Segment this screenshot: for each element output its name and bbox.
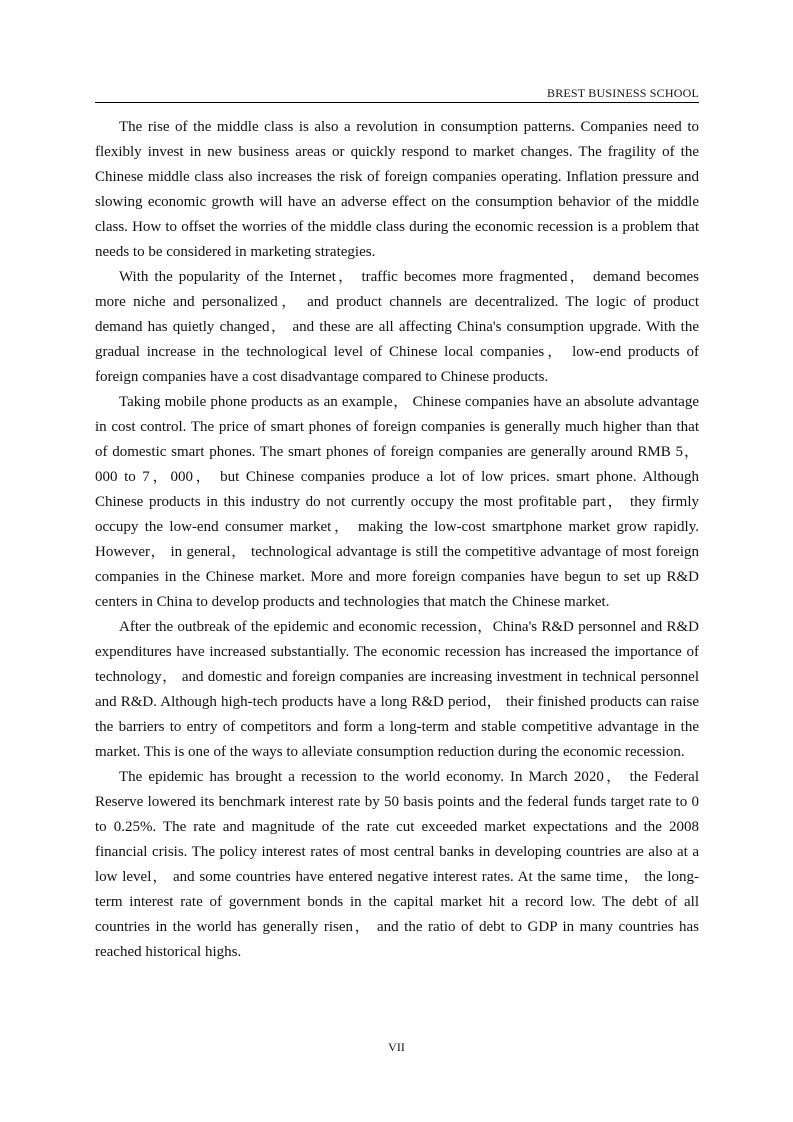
paragraph-internet: With the popularity of the Internet， traffic becomes more fragmented， demand becomes more niche and personalized， and product channels are decentralized. The logic of product demand has quietly changed， and these are all affecting China's consumption upgrade. With the gradual increase in the technological level of Chinese local companies， low-end products of foreign companies have a cost disadvantage compared to Chinese products.	[95, 269, 699, 385]
body-text	[95, 115, 699, 965]
paragraph-rd-investment: After the outbreak of the epidemic and economic recession，China's R&D personnel and R&D expenditures have increased substantially. The economic recession has increased the importance of technology， and domestic and foreign companies are increasing investment in technical personnel and R&D. Although high-tech products have a long R&D period， their finished products can raise the barriers to entry of competitors and form a long-term and stable competitive advantage in the market. This is one of the ways to alleviate consumption reduction during the economic recession.	[95, 619, 699, 760]
paragraph-middle-class: The rise of the middle class is also a revolution in consumption patterns. Companies need to flexibly invest in new business areas or quickly respond to market changes. The fragility of the Chinese middle class also increases the risk of foreign companies operating. Inflation pressure and slowing economic growth will have an adverse effect on the consumption behavior of the middle class. How to offset the worries of the middle class during the economic recession is a problem that needs to be considered in marketing strategies.	[95, 119, 699, 260]
page-header	[95, 86, 699, 103]
paragraph-world-economy: The epidemic has brought a recession to the world economy. In March 2020， the Federal Reserve lowered its benchmark interest rate by 50 basis points and the federal funds target rate to 0 to 0.25%. The rate and magnitude of the rate cut exceeded market expectations and the 2008 financial crisis. The policy interest rates of most central banks in developing countries are also at a low level， and some countries have entered negative interest rates. At the same time， the long-term interest rate of government bonds in the capital market hit a record low. The debt of all countries in the world has generally risen， and the ratio of debt to GDP in many countries has reached historical highs.	[95, 769, 699, 960]
header-title: BREST BUSINESS SCHOOL	[546, 86, 699, 100]
paragraph-mobile-phones: Taking mobile phone products as an example， Chinese companies have an absolute advantage in cost control. The price of smart phones of foreign companies is generally much higher than that of domestic smart phones. The smart phones of foreign companies are generally around RMB 5，000 to 7，000， but Chinese companies produce a lot of low prices. smart phone. Although Chinese products in this industry do not currently occupy the most profitable part， they firmly occupy the low-end consumer market， making the low-cost smartphone market grow rapidly. However， in general， technological advantage is still the competitive advantage of most foreign companies in the Chinese market. More and more foreign companies have begun to set up R&D centers in China to develop products and technologies that match the Chinese market.	[95, 394, 699, 610]
page-footer	[0, 1040, 793, 1054]
page-number: VII	[388, 1040, 405, 1054]
